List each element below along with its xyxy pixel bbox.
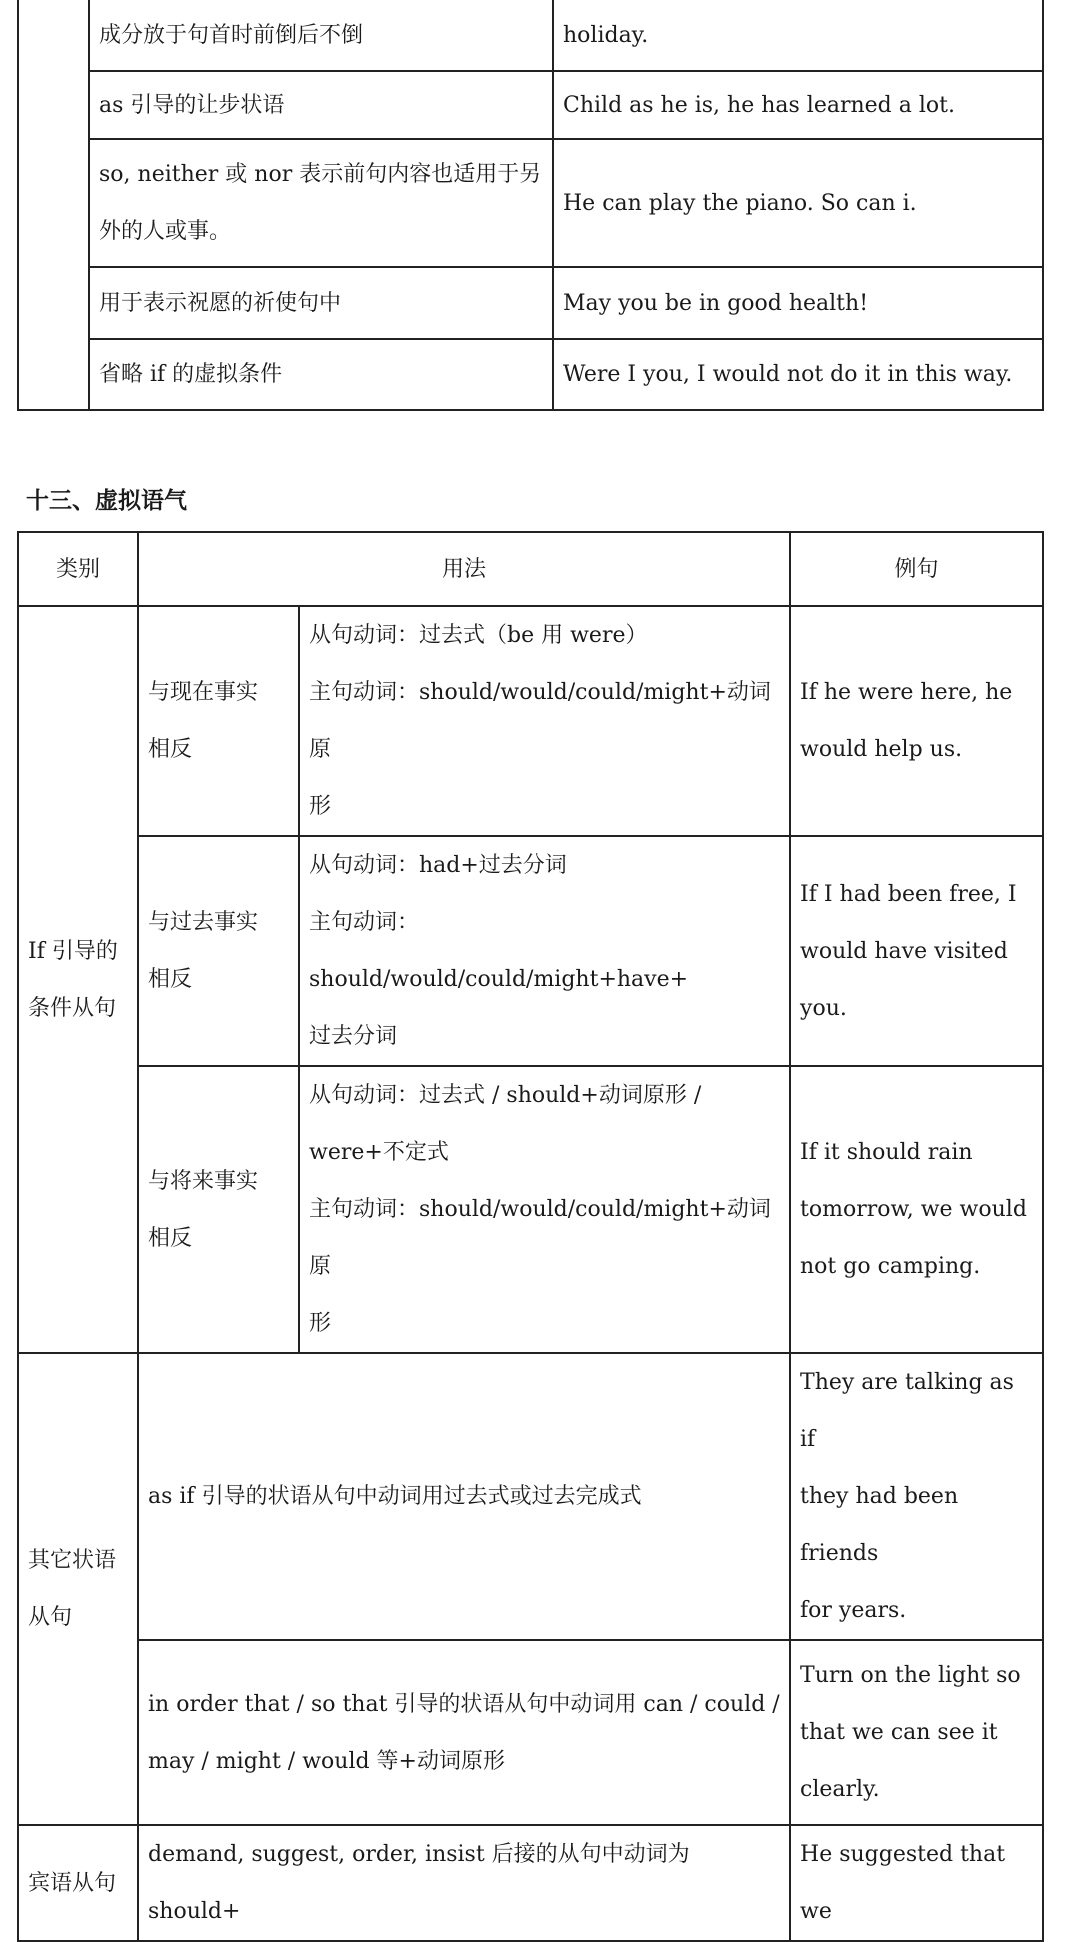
usage-cell: [89, 139, 553, 267]
usage-cell: [138, 1353, 790, 1640]
subcategory-cell: [138, 606, 299, 836]
usage-cell: 用于表示祝愿的祈使句中: [89, 267, 553, 339]
subcategory-cell: [138, 836, 299, 1066]
example-line: would help us.: [800, 737, 963, 762]
example-cell: He suggested that we: [790, 1825, 1043, 1941]
usage-cell: as 引导的让步状语: [89, 71, 553, 139]
category-line: 条件从句: [28, 995, 117, 1021]
usage-line: as if 引导的状语从句中动词用过去式或过去完成式: [148, 1484, 642, 1509]
example-cell: [790, 1353, 1043, 1640]
category-cell: [18, 606, 138, 1353]
table-row: [18, 1825, 1043, 1941]
table-row: [18, 0, 1043, 71]
usage-line: so, neither 或 nor 表示前句内容也适用于另: [99, 162, 542, 187]
example-cell: holiday.: [553, 0, 1043, 71]
usage-cell: [299, 836, 790, 1066]
usage-line: 主句动词：should/would/could/might+动词原: [309, 1197, 771, 1279]
section-title: 十三、虚拟语气: [26, 488, 187, 514]
subcategory-line: 相反: [148, 737, 193, 762]
example-line: They are talking as if: [800, 1370, 1014, 1452]
example-cell: [790, 606, 1043, 836]
usage-line: 从句动词：过去式（be 用 were）: [309, 623, 648, 648]
subjunctive-table: [17, 531, 1044, 1942]
usage-cell: 成分放于句首时前倒后不倒: [89, 0, 553, 71]
example-line: If it should rain: [800, 1140, 973, 1165]
subcategory-line: 与将来事实: [148, 1168, 259, 1194]
example-line: not go camping.: [800, 1254, 981, 1279]
example-line: tomorrow, we would: [800, 1197, 1027, 1222]
subcategory-line: 与过去事实: [148, 910, 259, 935]
table-row: [18, 71, 1043, 139]
example-cell: [790, 836, 1043, 1066]
subcategory-line: 与现在事实: [148, 680, 259, 705]
usage-line: 外的人或事。: [99, 219, 232, 244]
example-cell: Child as he is, he has learned a lot.: [553, 71, 1043, 139]
example-line: clearly.: [800, 1777, 880, 1802]
header-category: 类别: [18, 532, 138, 606]
usage-line: 主句动词：should/would/could/might+have+: [309, 910, 689, 992]
usage-line: may / might / would 等+动词原形: [148, 1748, 505, 1774]
usage-cell: 省略 if 的虚拟条件: [89, 339, 553, 410]
usage-line: 过去分词: [309, 1024, 398, 1049]
usage-cell: [138, 1640, 790, 1825]
table-row: [18, 836, 1043, 1066]
category-cell: [18, 1353, 138, 1825]
usage-line: 从句动词：过去式 / should+动词原形 /: [309, 1083, 702, 1108]
example-line: would have visited: [800, 938, 1008, 964]
example-line: If I had been free, I: [800, 881, 1017, 907]
usage-cell: [299, 1066, 790, 1353]
header-example: 例句: [790, 532, 1043, 606]
category-line: 其它状语: [28, 1548, 117, 1573]
example-line: you.: [800, 995, 847, 1021]
example-line: that we can see it: [800, 1720, 998, 1745]
header-row: [18, 532, 1043, 606]
category-cell: 宾语从句: [18, 1825, 138, 1941]
example-line: for years.: [800, 1598, 907, 1623]
example-line: Turn on the light so: [800, 1663, 1021, 1688]
subcategory-cell: [138, 1066, 299, 1353]
table-row: [18, 267, 1043, 339]
table-row: [18, 1066, 1043, 1353]
inversion-table: [17, 0, 1044, 411]
usage-line: 主句动词：should/would/could/might+动词原: [309, 680, 771, 762]
example-line: they had been friends: [800, 1484, 959, 1566]
usage-cell: [299, 606, 790, 836]
category-line: If 引导的: [28, 938, 118, 964]
example-cell: He can play the piano. So can i.: [553, 139, 1043, 267]
usage-cell: demand, suggest, order, insist 后接的从句中动词为 should+: [138, 1825, 790, 1941]
usage-line: 从句动词：had+过去分词: [309, 853, 567, 878]
header-usage: 用法: [138, 532, 790, 606]
usage-line: 形: [309, 1311, 332, 1336]
example-cell: [790, 1066, 1043, 1353]
usage-line: 形: [309, 794, 332, 819]
subcategory-line: 相反: [148, 967, 193, 992]
usage-line: were+不定式: [309, 1140, 449, 1165]
table-row: [18, 339, 1043, 410]
example-cell: [790, 1640, 1043, 1825]
table-row: [18, 1353, 1043, 1640]
table-row: [18, 606, 1043, 836]
category-line: 从句: [28, 1605, 73, 1630]
example-cell: May you be in good health!: [553, 267, 1043, 339]
subcategory-line: 相反: [148, 1225, 193, 1251]
category-cell-empty: [18, 0, 89, 410]
example-cell: Were I you, I would not do it in this way.: [553, 339, 1043, 410]
table-row: [18, 139, 1043, 267]
example-line: If he were here, he: [800, 680, 1013, 705]
usage-line: in order that / so that 引导的状语从句中动词用 can / could /: [148, 1691, 780, 1717]
table-row: [18, 1640, 1043, 1825]
